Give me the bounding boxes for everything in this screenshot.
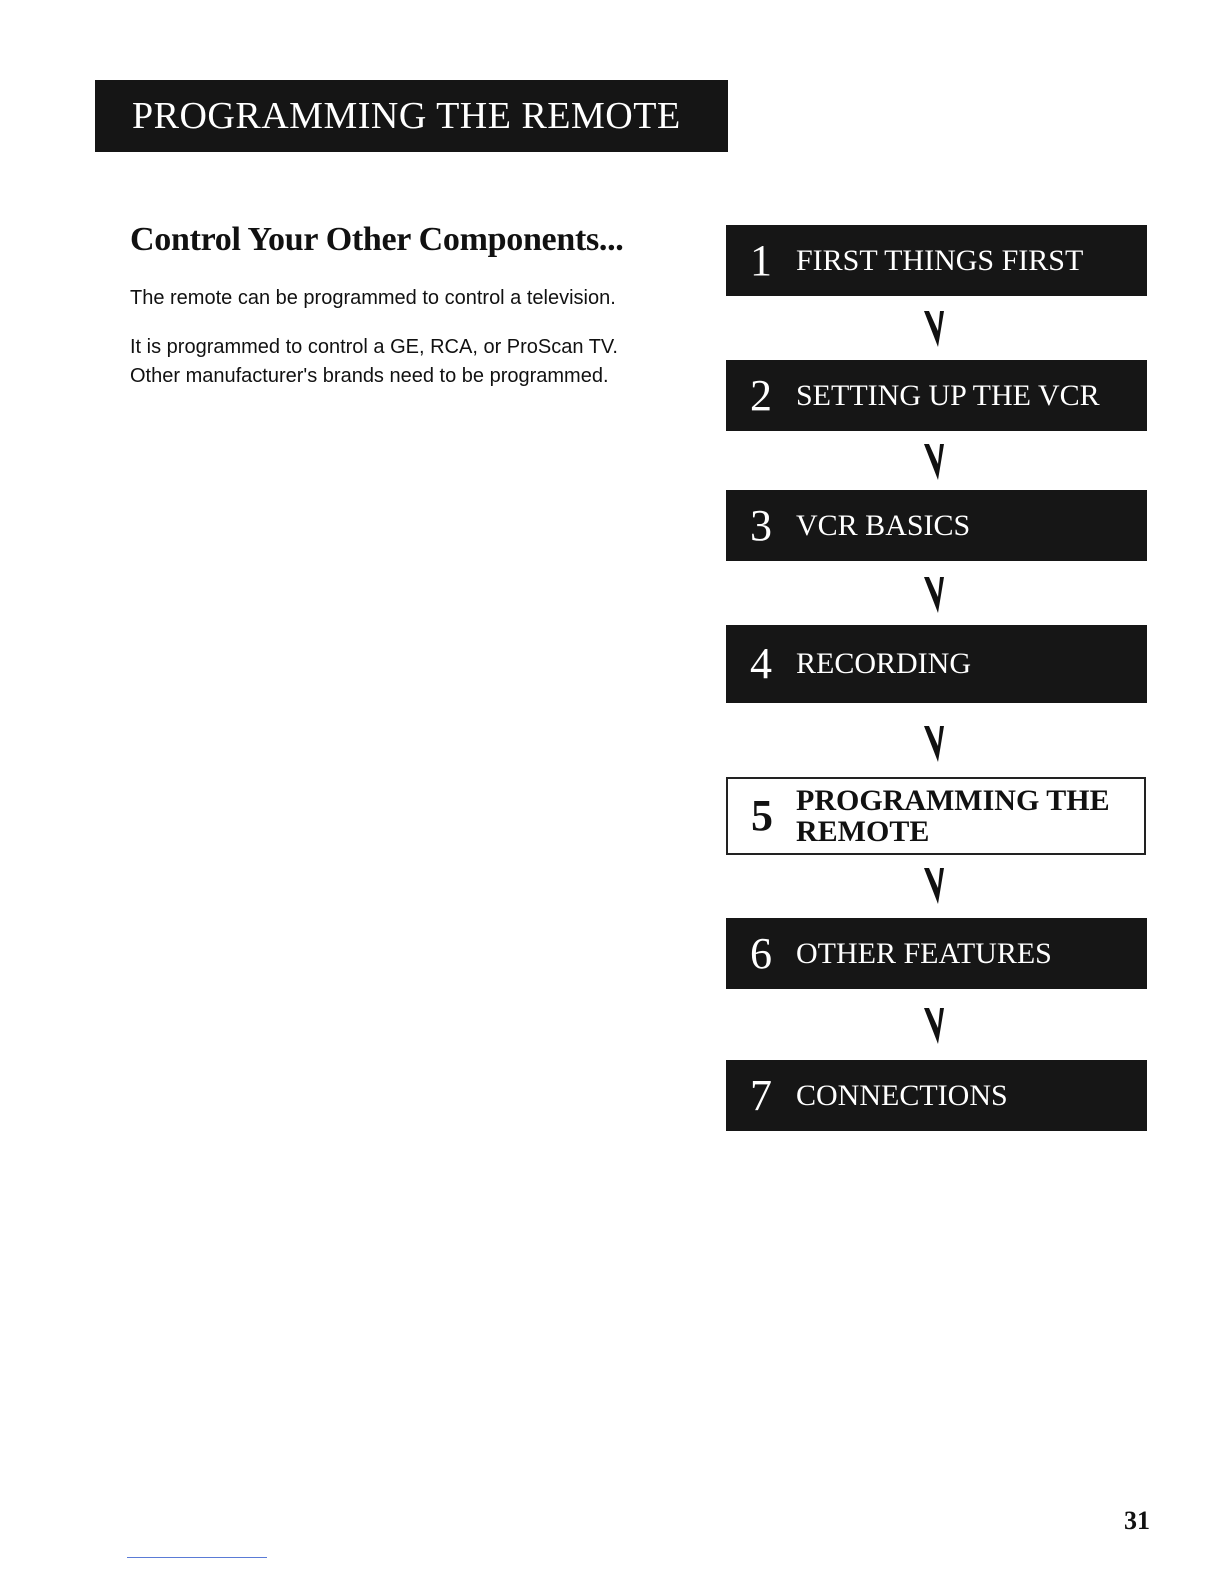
page-number: 31 [1124, 1506, 1150, 1535]
chapter-4-recording [726, 625, 1147, 703]
chapter-5-programming-the-remote-current [726, 777, 1146, 855]
chapter-label-line-1: PROGRAMMING THE [796, 784, 1110, 817]
section-title-banner [95, 80, 728, 152]
chapter-number: 5 [751, 791, 773, 840]
intro-paragraph-2-line-2: Other manufacturer's brands need to be programmed. [130, 365, 609, 387]
down-arrow-icon [917, 722, 957, 766]
chapter-number: 2 [750, 370, 772, 420]
chapter-number: 3 [750, 500, 772, 550]
chapter-label: RECORDING [796, 647, 972, 680]
chapter-label: SETTING UP THE VCR [796, 378, 1100, 412]
down-arrow-icon [917, 1004, 957, 1048]
chapter-label: CONNECTIONS [796, 1078, 1008, 1112]
down-arrow-icon [917, 864, 957, 908]
chapter-3-vcr-basics [726, 490, 1147, 561]
chapter-number: 4 [750, 639, 772, 688]
chapter-2-setting-up-the-vcr [726, 360, 1147, 431]
down-arrow-icon [917, 573, 957, 617]
chapter-label [796, 785, 1136, 847]
intro-paragraph-2 [130, 333, 710, 391]
chapter-label: FIRST THINGS FIRST [796, 243, 1084, 277]
chapter-number: 7 [750, 1070, 772, 1120]
chapter-label: VCR BASICS [796, 508, 971, 542]
down-arrow-icon [917, 440, 957, 484]
chapter-1-first-things-first [726, 225, 1147, 296]
footer-divider [127, 1557, 267, 1558]
chapter-7-connections [726, 1060, 1147, 1131]
intro-block [130, 218, 710, 411]
chapter-number: 1 [750, 235, 772, 285]
intro-heading: Control Your Other Components... [130, 221, 624, 258]
chapter-label-line-2: REMOTE [796, 815, 930, 848]
chapter-number: 6 [750, 928, 772, 978]
intro-paragraph-2-line-1: It is programmed to control a GE, RCA, or ProScan TV. [130, 336, 618, 358]
section-title: PROGRAMMING THE REMOTE [132, 95, 681, 137]
intro-paragraph-1: The remote can be programmed to control a television. [130, 287, 616, 309]
down-arrow-icon [917, 307, 957, 351]
chapter-label: OTHER FEATURES [796, 936, 1052, 970]
chapter-6-other-features [726, 918, 1147, 989]
